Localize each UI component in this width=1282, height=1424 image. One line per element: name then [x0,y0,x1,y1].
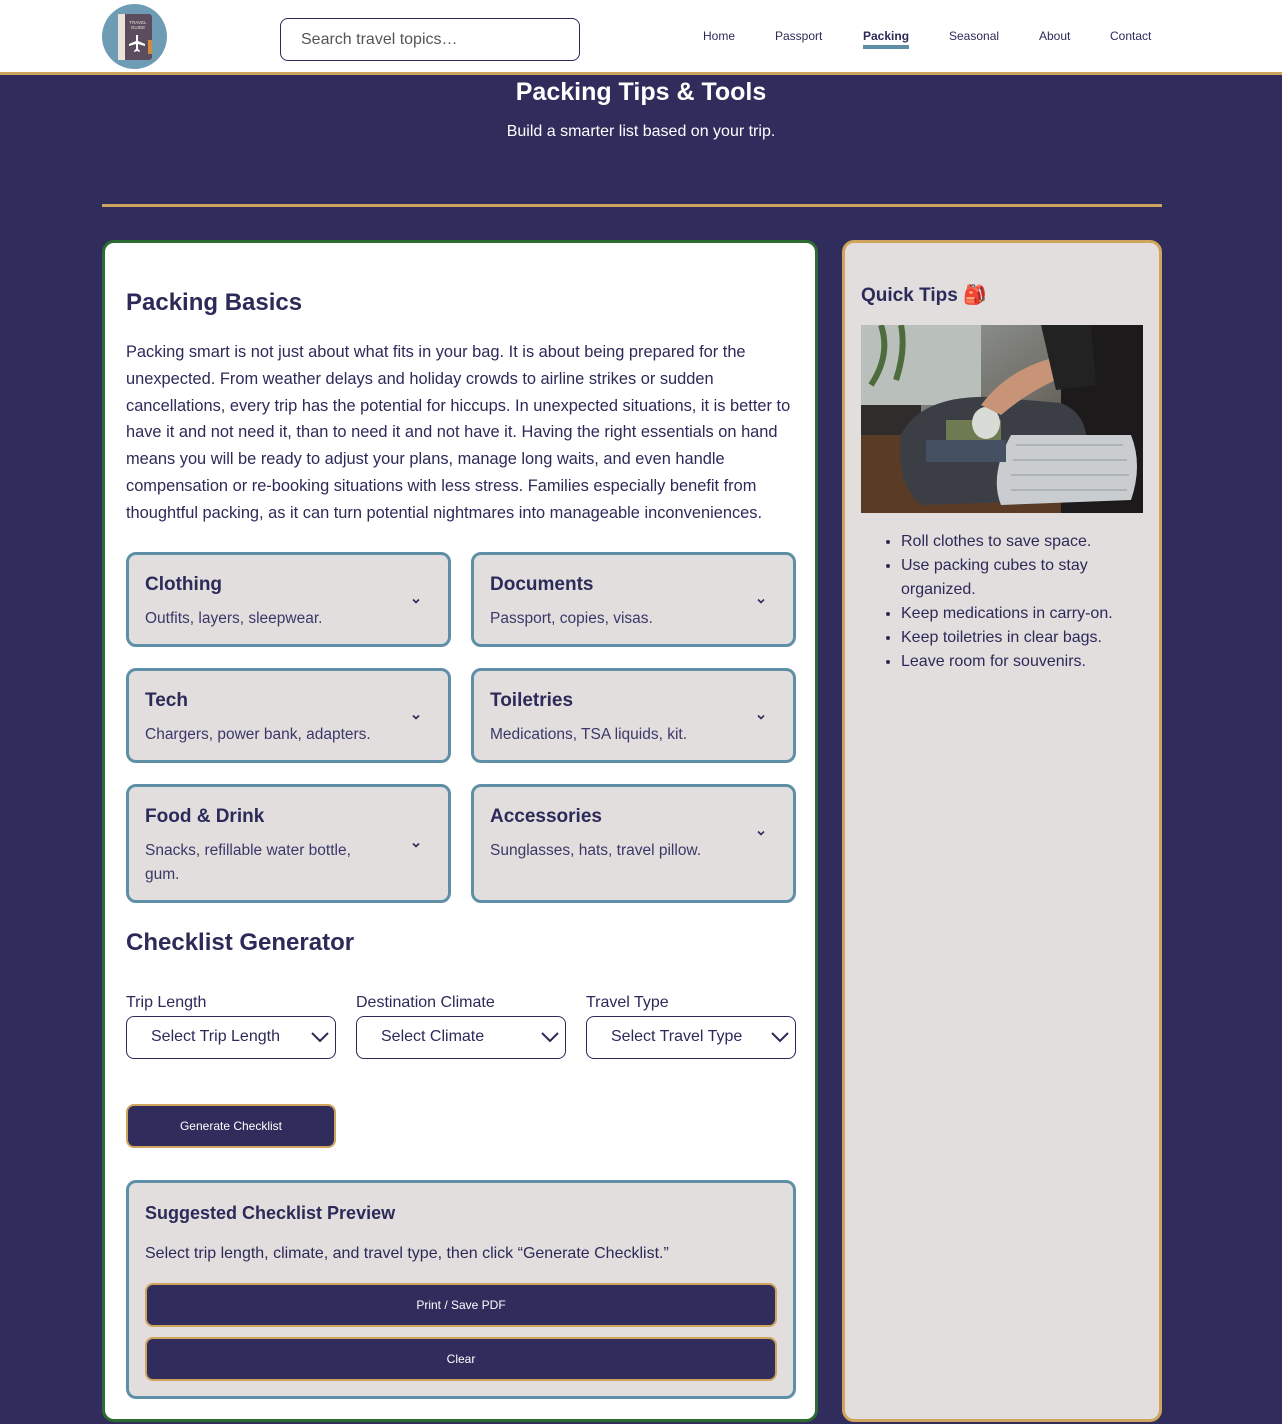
tip-item: • Leave room for souvenirs. [901,650,1131,674]
page-subtitle: Build a smarter list based on your trip. [506,123,776,140]
chevron-down-icon[interactable] [755,827,767,839]
travel-type-label: Travel Type [586,994,669,1011]
category-desc: Medications, TSA liquids, kit. [490,726,687,743]
category-title: Accessories [490,806,602,827]
checklist-preview-panel [126,1180,796,1399]
tip-item: • Use packing cubes to stay organized. [901,554,1131,602]
preview-title: Suggested Checklist Preview [145,1203,396,1223]
category-title: Clothing [145,574,223,595]
packing-basics-intro: Packing smart is not just about what fits in your bag. It is about being prepared for the unexpected. From weather delays and holiday crowds to airline strikes or sudden cancellations, every trip has the potential for hiccups. In unexpected situations, it is better to have it and not need it, than to need it and not have it. Having the right essentials on hand means you will be ready to adjust your plans, manage long waits, and even handle compensation or re-booking situations with less stress. Families especially benefit from thoughtful packing, as it can turn potential nightmares into manageable inconveniences. [126,343,791,522]
packing-photo [861,325,1143,513]
climate-value: Select Climate [381,1028,485,1045]
clear-button[interactable]: Clear [145,1337,777,1381]
climate-label: Destination Climate [356,994,495,1011]
chevron-down-icon[interactable] [755,595,767,607]
nav-about[interactable]: About [1039,29,1071,43]
packing-basics-heading: Packing Basics [126,289,303,316]
nav-home[interactable]: Home [703,29,736,43]
category-title: Food & Drink [145,806,265,827]
category-desc: Outfits, layers, sleepwear. [145,610,323,627]
generate-checklist-button[interactable]: Generate Checklist [126,1104,336,1148]
category-desc: Passport, copies, visas. [490,610,653,627]
quick-tips-sidebar [842,240,1162,1422]
trip-length-value: Select Trip Length [151,1028,280,1045]
category-title: Toiletries [490,690,574,711]
tip-item: • Keep medications in carry-on. [901,602,1131,626]
travel-type-value: Select Travel Type [611,1028,743,1045]
quick-tips-heading: Quick Tips 🎒 [861,285,987,306]
category-card-accessories[interactable] [471,784,796,903]
page-title: Packing Tips & Tools [515,78,767,106]
svg-text:TRAVEL: TRAVEL [129,20,147,25]
category-card-food-drink[interactable] [126,784,451,903]
tip-item: • Roll clothes to save space. [901,530,1131,554]
chevron-down-icon[interactable] [410,839,422,851]
packing-main-card [102,240,818,1422]
category-card-tech[interactable] [126,668,451,763]
nav-contact[interactable]: Contact [1110,29,1152,43]
preview-desc: Select trip length, climate, and travel type, then click “Generate Checklist.” [145,1245,669,1262]
hero-divider [102,204,1162,207]
category-desc: Chargers, power bank, adapters. [145,726,371,743]
chevron-down-icon[interactable] [410,711,422,723]
tip-item: • Keep toiletries in clear bags. [901,626,1131,650]
category-title: Tech [145,690,188,711]
checklist-generator-heading: Checklist Generator [126,929,355,956]
quick-tips-list [901,530,1131,674]
nav-seasonal[interactable]: Seasonal [949,29,1000,43]
category-card-toiletries[interactable] [471,668,796,763]
chevron-down-icon [539,1029,561,1045]
climate-select[interactable] [356,1016,566,1059]
nav-packing[interactable]: Packing [863,29,910,43]
trip-length-select[interactable] [126,1016,336,1059]
trip-length-label: Trip Length [126,994,207,1011]
travel-type-select[interactable] [586,1016,796,1059]
chevron-down-icon[interactable] [755,711,767,723]
chevron-down-icon[interactable] [410,595,422,607]
category-card-documents[interactable] [471,552,796,647]
category-title: Documents [490,574,594,595]
site-header [0,0,1282,75]
category-card-clothing[interactable] [126,552,451,647]
category-desc: Snacks, refillable water bottle, gum. [145,842,351,883]
print-save-pdf-button[interactable]: Print / Save PDF [145,1283,777,1327]
main-nav [0,28,1282,48]
nav-passport[interactable]: Passport [775,29,823,43]
svg-text:GUIDE: GUIDE [130,25,146,30]
chevron-down-icon [769,1029,791,1045]
category-desc: Sunglasses, hats, travel pillow. [490,842,702,859]
chevron-down-icon [309,1029,331,1045]
